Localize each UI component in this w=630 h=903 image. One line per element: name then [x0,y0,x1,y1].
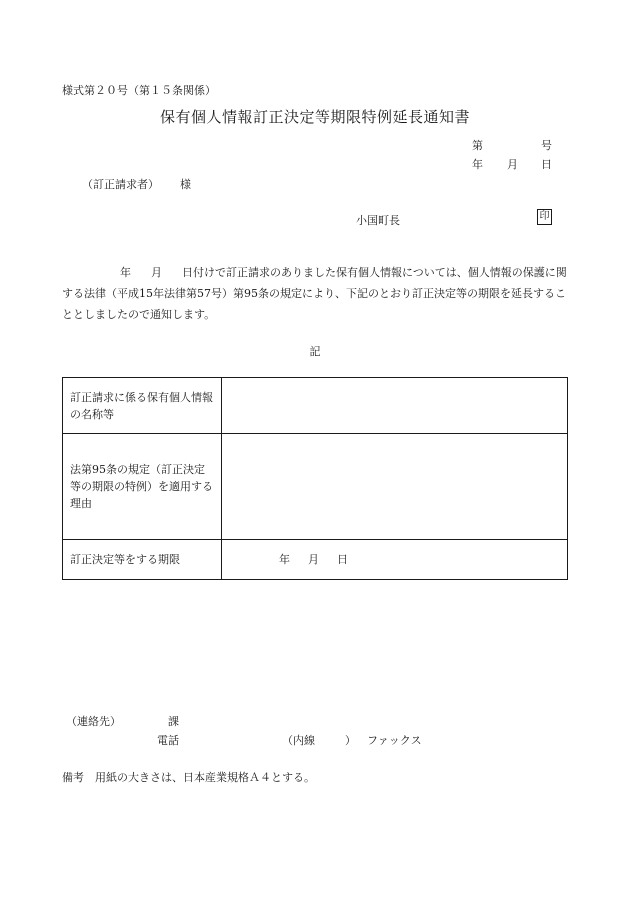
body-text: 日付けで訂正請求のありました保有個人情報については、個人情報の保護に関する法律（平成15年法律第57号）第95条の規定により、下記のとおり訂正決定等の期限を延長することとしましたので通知します。 [62,266,567,321]
deadline-day: 日 [337,553,348,566]
document-title: 保有個人情報訂正決定等期限特例延長通知書 [159,108,470,126]
row-value-reason [222,434,568,540]
row-label-deadline: 訂正決定等をする期限 [63,540,222,580]
body-year: 年 [120,266,131,279]
doc-number-suffix: 号 [541,139,552,152]
row-label-info-name: 訂正請求に係る保有個人情報の名称等 [63,378,222,434]
contact-tel: 電話 [157,734,179,747]
row-value-deadline [222,540,568,580]
doc-number-prefix: 第 [472,139,483,152]
contact-section: 課 [168,715,179,728]
row-label-reason: 法第95条の規定（訂正決定等の期限の特例）を適用する理由 [63,434,222,540]
seal-mark: 印 [537,209,552,225]
deadline-year: 年 [279,553,290,566]
addressee-label: （訂正請求者） [82,178,159,191]
issue-date-year: 年 [472,158,483,171]
contact-extension-open: （内線 [282,734,315,747]
sender-name: 小国町長 [356,214,400,227]
body-month: 月 [151,266,162,279]
table-row [63,434,568,540]
table-row [63,540,568,580]
form-number: 様式第２０号（第１５条関係） [62,84,216,97]
footnote: 備考 用紙の大きさは、日本産業規格Ａ４とする。 [62,771,315,784]
row-value-info-name [222,378,568,434]
deadline-month: 月 [308,553,319,566]
contact-fax: ファックス [367,734,422,747]
table-row [63,378,568,434]
ki-heading: 記 [309,345,321,358]
contact-extension-close: ） [345,734,356,747]
issue-date-month: 月 [507,158,518,171]
issue-date-day: 日 [541,158,552,171]
addressee-honorific: 様 [180,178,191,191]
detail-table [62,377,568,580]
notice-body [62,262,570,325]
contact-label: （連絡先） [66,715,121,728]
